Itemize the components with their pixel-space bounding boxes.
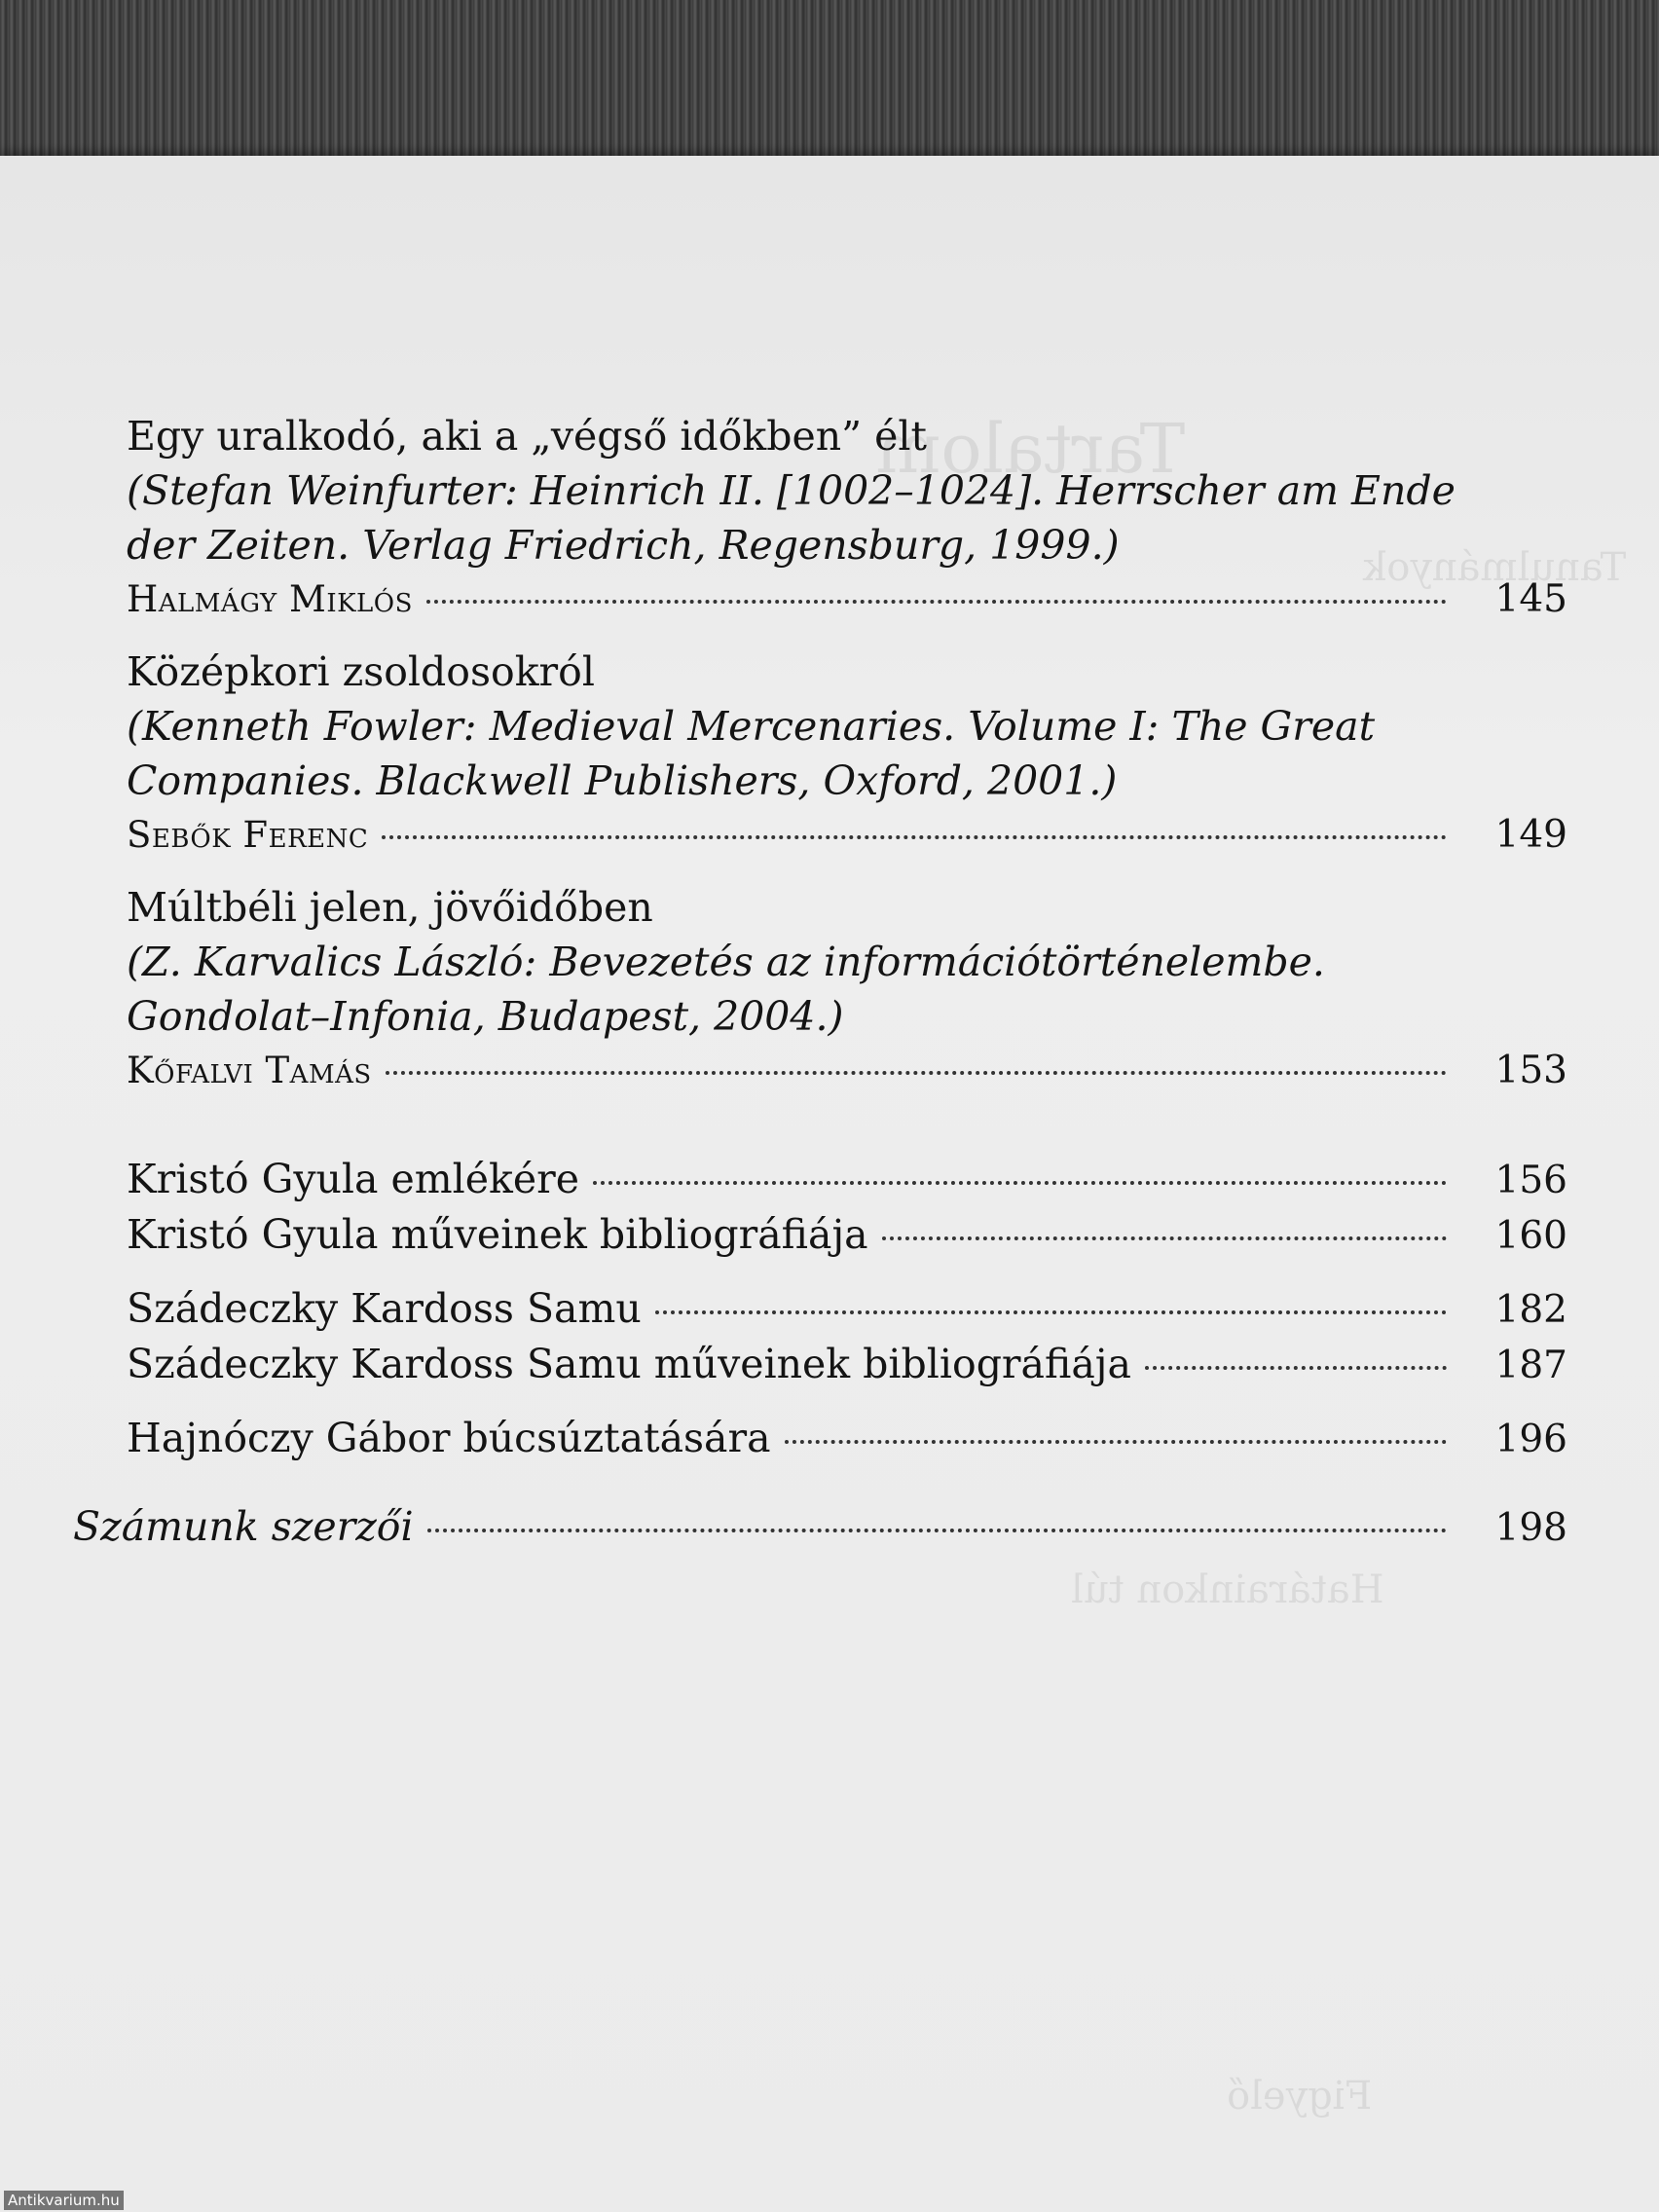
memorial-label: Hajnóczy Gábor búcsúztatására <box>127 1415 771 1461</box>
entry-title: Középkori zsoldosokról <box>127 648 595 695</box>
leader-dots <box>427 1529 1447 1532</box>
memorial-label: Kristó Gyula emlékére <box>127 1156 579 1202</box>
author-line <box>127 808 1567 863</box>
entry-reference: (Stefan Weinfurter: Heinrich II. [1002–1024]. Herrscher am Ende der Zeiten. Verlag Friedrich, Regensburg, 1999.) <box>127 467 1456 569</box>
page-number: 145 <box>1494 577 1567 621</box>
page-number: 187 <box>1494 1344 1567 1387</box>
memorial-label: Szádeczky Kardoss Samu <box>127 1285 642 1332</box>
entry-title: Múltbéli jelen, jövőidőben <box>127 884 653 931</box>
show-through-ghost: Határainkon túl <box>1071 1567 1384 1612</box>
page-number: 198 <box>1494 1506 1567 1550</box>
leader-dots <box>785 1440 1447 1444</box>
memorial-label: Kristó Gyula műveinek bibliográfiája <box>127 1211 868 1258</box>
leader-dots <box>426 600 1447 604</box>
entry-title: Egy uralkodó, aki a „végső időkben” élt <box>127 413 927 460</box>
leader-dots <box>1145 1366 1447 1370</box>
page-number: 149 <box>1494 813 1567 857</box>
leader-dots <box>593 1181 1447 1185</box>
page-number: 160 <box>1494 1214 1567 1258</box>
toc-memorial-line <box>127 1281 1567 1338</box>
show-through-ghost: Tartalom <box>876 409 1186 489</box>
toc-memorial-line <box>127 1207 1567 1264</box>
leader-dots <box>882 1236 1447 1240</box>
show-through-ghost: Figyelő <box>1227 2074 1373 2119</box>
entry-reference: (Kenneth Fowler: Medieval Mercenaries. Volume I: The Great Companies. Blackwell Publishers, Oxford, 2001.) <box>127 703 1376 804</box>
leader-dots <box>655 1310 1447 1314</box>
leader-dots <box>382 835 1447 839</box>
show-through-ghost: Tanulmányok <box>1363 545 1627 590</box>
entry-reference: (Z. Karvalics László: Bevezetés az információtörténelembe. Gondolat–Infonia, Budapest, 2004.) <box>127 939 1325 1040</box>
entry-author: Halmágy Miklós <box>127 578 413 620</box>
memorial-label: Szádeczky Kardoss Samu műveinek bibliográfiája <box>127 1341 1131 1387</box>
toc-entry <box>127 409 1567 627</box>
entry-author: Sebők Ferenc <box>127 814 369 856</box>
toc-authors-line <box>73 1499 1567 1556</box>
toc-memorial-line <box>127 1411 1567 1467</box>
author-line <box>127 572 1567 627</box>
toc-entry <box>127 645 1567 863</box>
leader-dots <box>386 1071 1447 1075</box>
page-number: 182 <box>1494 1288 1567 1332</box>
page-number: 156 <box>1494 1159 1567 1202</box>
toc-memorial-line <box>127 1152 1567 1208</box>
background-surface <box>0 0 1659 170</box>
authors-section-label: Számunk szerzői <box>73 1503 414 1550</box>
page-number: 153 <box>1494 1049 1567 1092</box>
toc-memorial-line <box>127 1337 1567 1393</box>
author-line <box>127 1044 1567 1098</box>
watermark-label: Antikvarium.hu <box>4 2191 124 2210</box>
toc-entry <box>127 880 1567 1098</box>
page-number: 196 <box>1494 1418 1567 1461</box>
entry-author: Kőfalvi Tamás <box>127 1050 372 1091</box>
